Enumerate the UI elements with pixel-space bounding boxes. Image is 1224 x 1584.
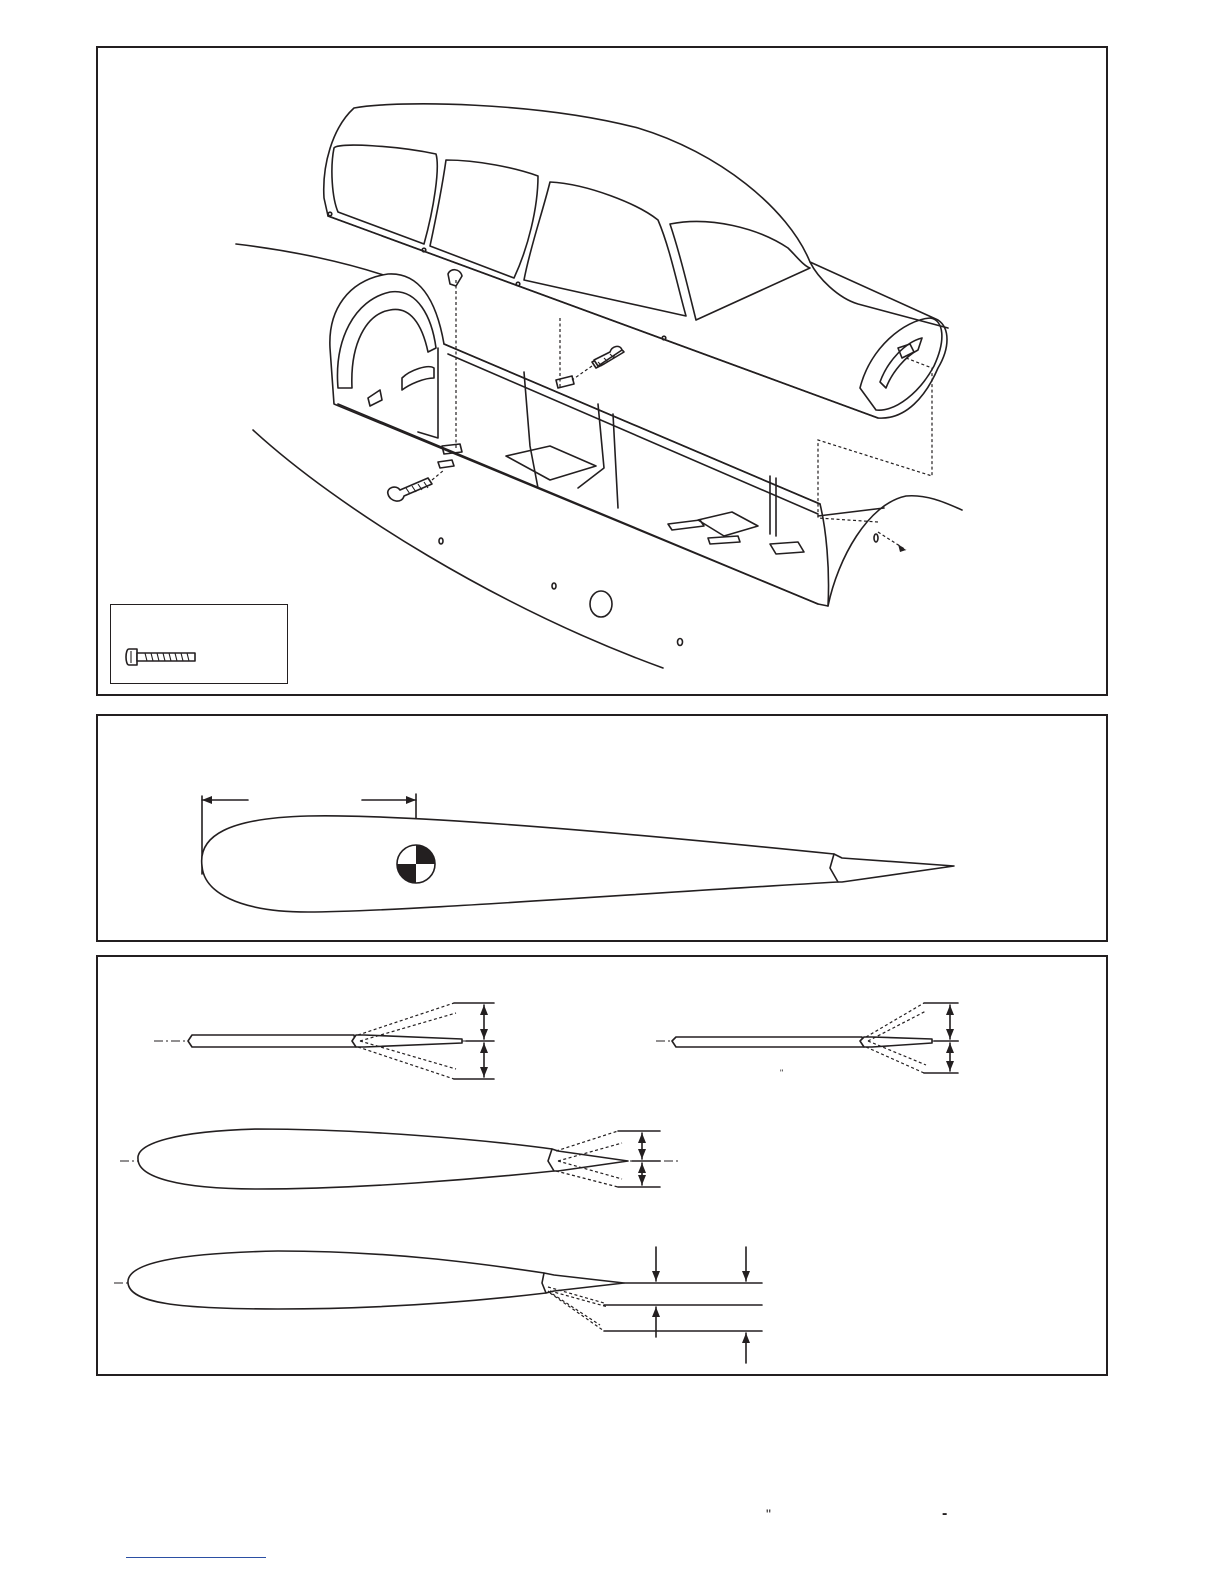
inch-mark-small: " <box>780 1068 784 1078</box>
cg-dimension-arrow-right <box>406 796 416 804</box>
screw-front <box>388 470 444 501</box>
screw-callout-box <box>110 604 288 684</box>
aileron-throw-diagram <box>120 1129 678 1189</box>
mid-mount-block <box>556 376 574 388</box>
aileron <box>830 854 954 882</box>
cg-wing-section <box>98 716 1110 944</box>
fuselage-top-line <box>236 244 398 280</box>
fuselage-hole-3 <box>678 639 683 646</box>
cg-dimension-arrow-left <box>202 796 212 804</box>
flap-throw-diagram <box>114 1247 762 1363</box>
canopy-fuselage-illustration <box>98 48 1110 698</box>
fuselage-hole-1 <box>439 538 443 544</box>
rear-screw-hole <box>874 534 878 542</box>
canopy-front-tab <box>448 270 462 286</box>
elevator-throw-diagram <box>154 1003 494 1079</box>
footer-inch-mark: " <box>766 1506 771 1522</box>
footer-dash: - <box>942 1505 948 1522</box>
guide-arrow-head-rear <box>898 544 906 552</box>
footer-link-underline <box>126 1557 266 1558</box>
center-of-gravity-panel <box>96 714 1108 942</box>
screw-callout-illustration <box>111 605 289 685</box>
fuselage-large-hole <box>590 591 612 617</box>
control-throws-panel <box>96 955 1108 1376</box>
screw-mid <box>572 346 624 380</box>
wing-airfoil <box>202 816 838 912</box>
side-mount-slot <box>438 460 454 468</box>
control-throws-illustration <box>98 957 1110 1378</box>
rudder-throw-diagram <box>656 1003 960 1073</box>
canopy-installation-panel <box>96 46 1108 696</box>
fuselage-hole-2 <box>552 583 556 589</box>
